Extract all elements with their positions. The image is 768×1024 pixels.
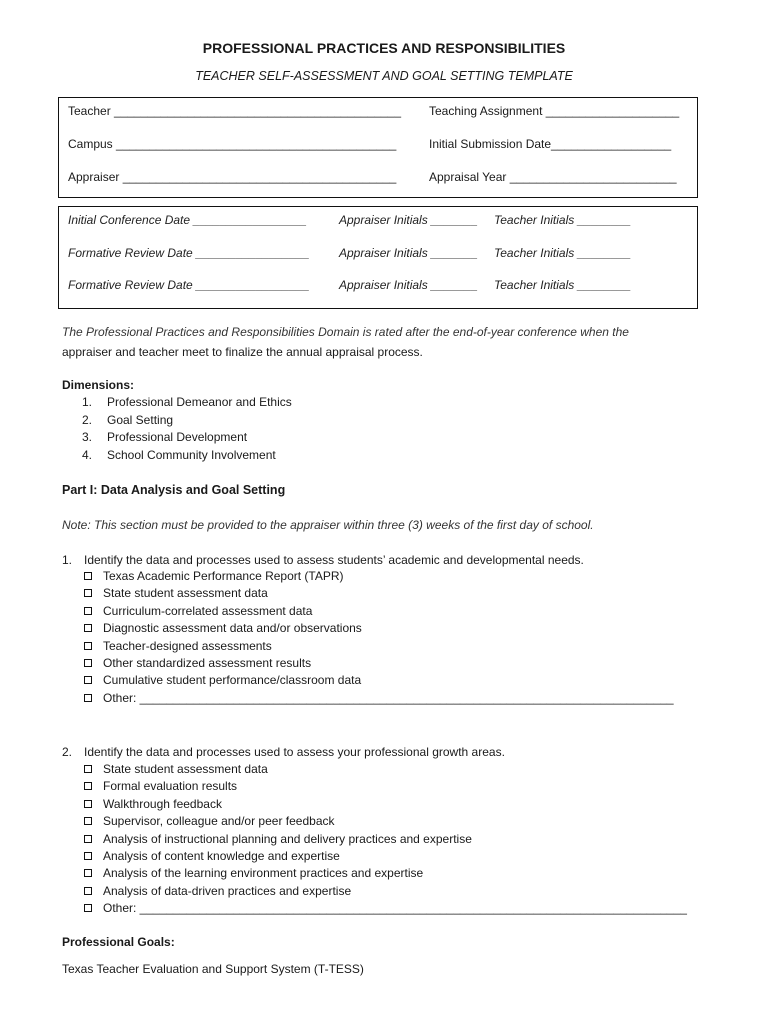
teacher-field[interactable]: Teacher ___________________________________________ — [68, 104, 401, 118]
appraiser-field[interactable]: Appraiser _________________________________________ — [68, 170, 397, 184]
list-item: Other: __________________________________________________________________________________ — [84, 900, 687, 917]
appraisal-year-field[interactable]: Appraisal Year _________________________ — [429, 170, 677, 184]
question-number: 2. — [62, 745, 73, 759]
checkbox[interactable] — [84, 817, 92, 825]
t-tess-label: Texas Teacher Evaluation and Support System (T-TESS) — [62, 962, 364, 976]
list-item: 3. Professional Development — [82, 430, 248, 444]
list-item: State student assessment data — [84, 585, 674, 602]
dimensions-heading: Dimensions: — [62, 378, 135, 392]
q2-options-list — [84, 761, 687, 918]
checkbox[interactable] — [84, 624, 92, 632]
appraiser-initials-field[interactable]: Appraiser Initials _______ — [339, 213, 478, 227]
list-item: 1. Professional Demeanor and Ethics — [82, 395, 292, 409]
formative-review-date-field[interactable]: Formative Review Date _________________ — [68, 278, 310, 292]
part1-heading: Part I: Data Analysis and Goal Setting — [62, 483, 286, 497]
list-item: Teacher-designed assessments — [84, 638, 674, 655]
list-item: Cumulative student performance/classroom data — [84, 672, 674, 689]
list-item: Analysis of data-driven practices and expertise — [84, 883, 687, 900]
checkbox[interactable] — [84, 800, 92, 808]
checkbox[interactable] — [84, 869, 92, 877]
checkbox[interactable] — [84, 694, 92, 702]
list-item: Curriculum-correlated assessment data — [84, 603, 674, 620]
checkbox[interactable] — [84, 659, 92, 667]
checkbox[interactable] — [84, 572, 92, 580]
dimensions-list — [82, 394, 292, 464]
teacher-initials-field[interactable]: Teacher Initials ________ — [494, 213, 631, 227]
question-text: Identify the data and processes used to assess students’ academic and developmental needs. — [84, 553, 584, 567]
list-item: 2. Goal Setting — [82, 412, 174, 427]
teacher-initials-field[interactable]: Teacher Initials ________ — [494, 246, 631, 260]
intro-line-2: appraiser and teacher meet to finalize the annual appraisal process. — [62, 345, 423, 359]
checkbox[interactable] — [84, 852, 92, 860]
question-2 — [62, 745, 505, 759]
checkbox[interactable] — [84, 589, 92, 597]
checkbox[interactable] — [84, 765, 92, 773]
list-item: Analysis of instructional planning and delivery practices and expertise — [84, 831, 687, 848]
teacher-info-box — [58, 97, 698, 198]
intro-line-1: The Professional Practices and Responsibilities Domain is rated after the end-of-year conference when the — [62, 325, 629, 339]
list-item: State student assessment data — [84, 761, 687, 778]
teacher-initials-field[interactable]: Teacher Initials ________ — [494, 278, 631, 292]
list-item: Supervisor, colleague and/or peer feedback — [84, 813, 687, 830]
page-subtitle: TEACHER SELF-ASSESSMENT AND GOAL SETTING TEMPLATE — [195, 69, 573, 83]
formative-review-date-field[interactable]: Formative Review Date _________________ — [68, 246, 310, 260]
list-item: Analysis of the learning environment practices and expertise — [84, 865, 687, 882]
checkbox[interactable] — [84, 642, 92, 650]
list-item: Analysis of content knowledge and expertise — [84, 848, 687, 865]
initial-submission-date-field[interactable]: Initial Submission Date__________________ — [429, 137, 672, 151]
q1-options-list — [84, 568, 674, 707]
list-item: Other: ________________________________________________________________________________ — [84, 690, 674, 707]
list-item: Diagnostic assessment data and/or observations — [84, 620, 674, 637]
question-text: Identify the data and processes used to assess your professional growth areas. — [84, 745, 505, 759]
checkbox[interactable] — [84, 676, 92, 684]
part1-note: Note: This section must be provided to the appraiser within three (3) weeks of the first day of school. — [62, 518, 594, 532]
list-item: Walkthrough feedback — [84, 796, 687, 813]
question-1 — [62, 553, 584, 567]
teaching-assignment-field[interactable]: Teaching Assignment ____________________ — [429, 104, 680, 118]
checkbox[interactable] — [84, 607, 92, 615]
checkbox[interactable] — [84, 782, 92, 790]
appraiser-initials-field[interactable]: Appraiser Initials _______ — [339, 278, 478, 292]
campus-field[interactable]: Campus __________________________________________ — [68, 137, 397, 151]
initial-conference-date-field[interactable]: Initial Conference Date _________________ — [68, 213, 307, 227]
checkbox[interactable] — [84, 887, 92, 895]
page-title: PROFESSIONAL PRACTICES AND RESPONSIBILITIES — [202, 40, 566, 56]
checkbox[interactable] — [84, 835, 92, 843]
checkbox[interactable] — [84, 904, 92, 912]
list-item: Texas Academic Performance Report (TAPR) — [84, 568, 674, 585]
list-item: Other standardized assessment results — [84, 655, 674, 672]
conference-dates-box — [58, 206, 698, 309]
list-item: Formal evaluation results — [84, 778, 687, 795]
list-item: 4. School Community Involvement — [82, 447, 276, 462]
appraiser-initials-field[interactable]: Appraiser Initials _______ — [339, 246, 478, 260]
question-number: 1. — [62, 553, 73, 567]
professional-goals-heading: Professional Goals: — [62, 935, 175, 949]
